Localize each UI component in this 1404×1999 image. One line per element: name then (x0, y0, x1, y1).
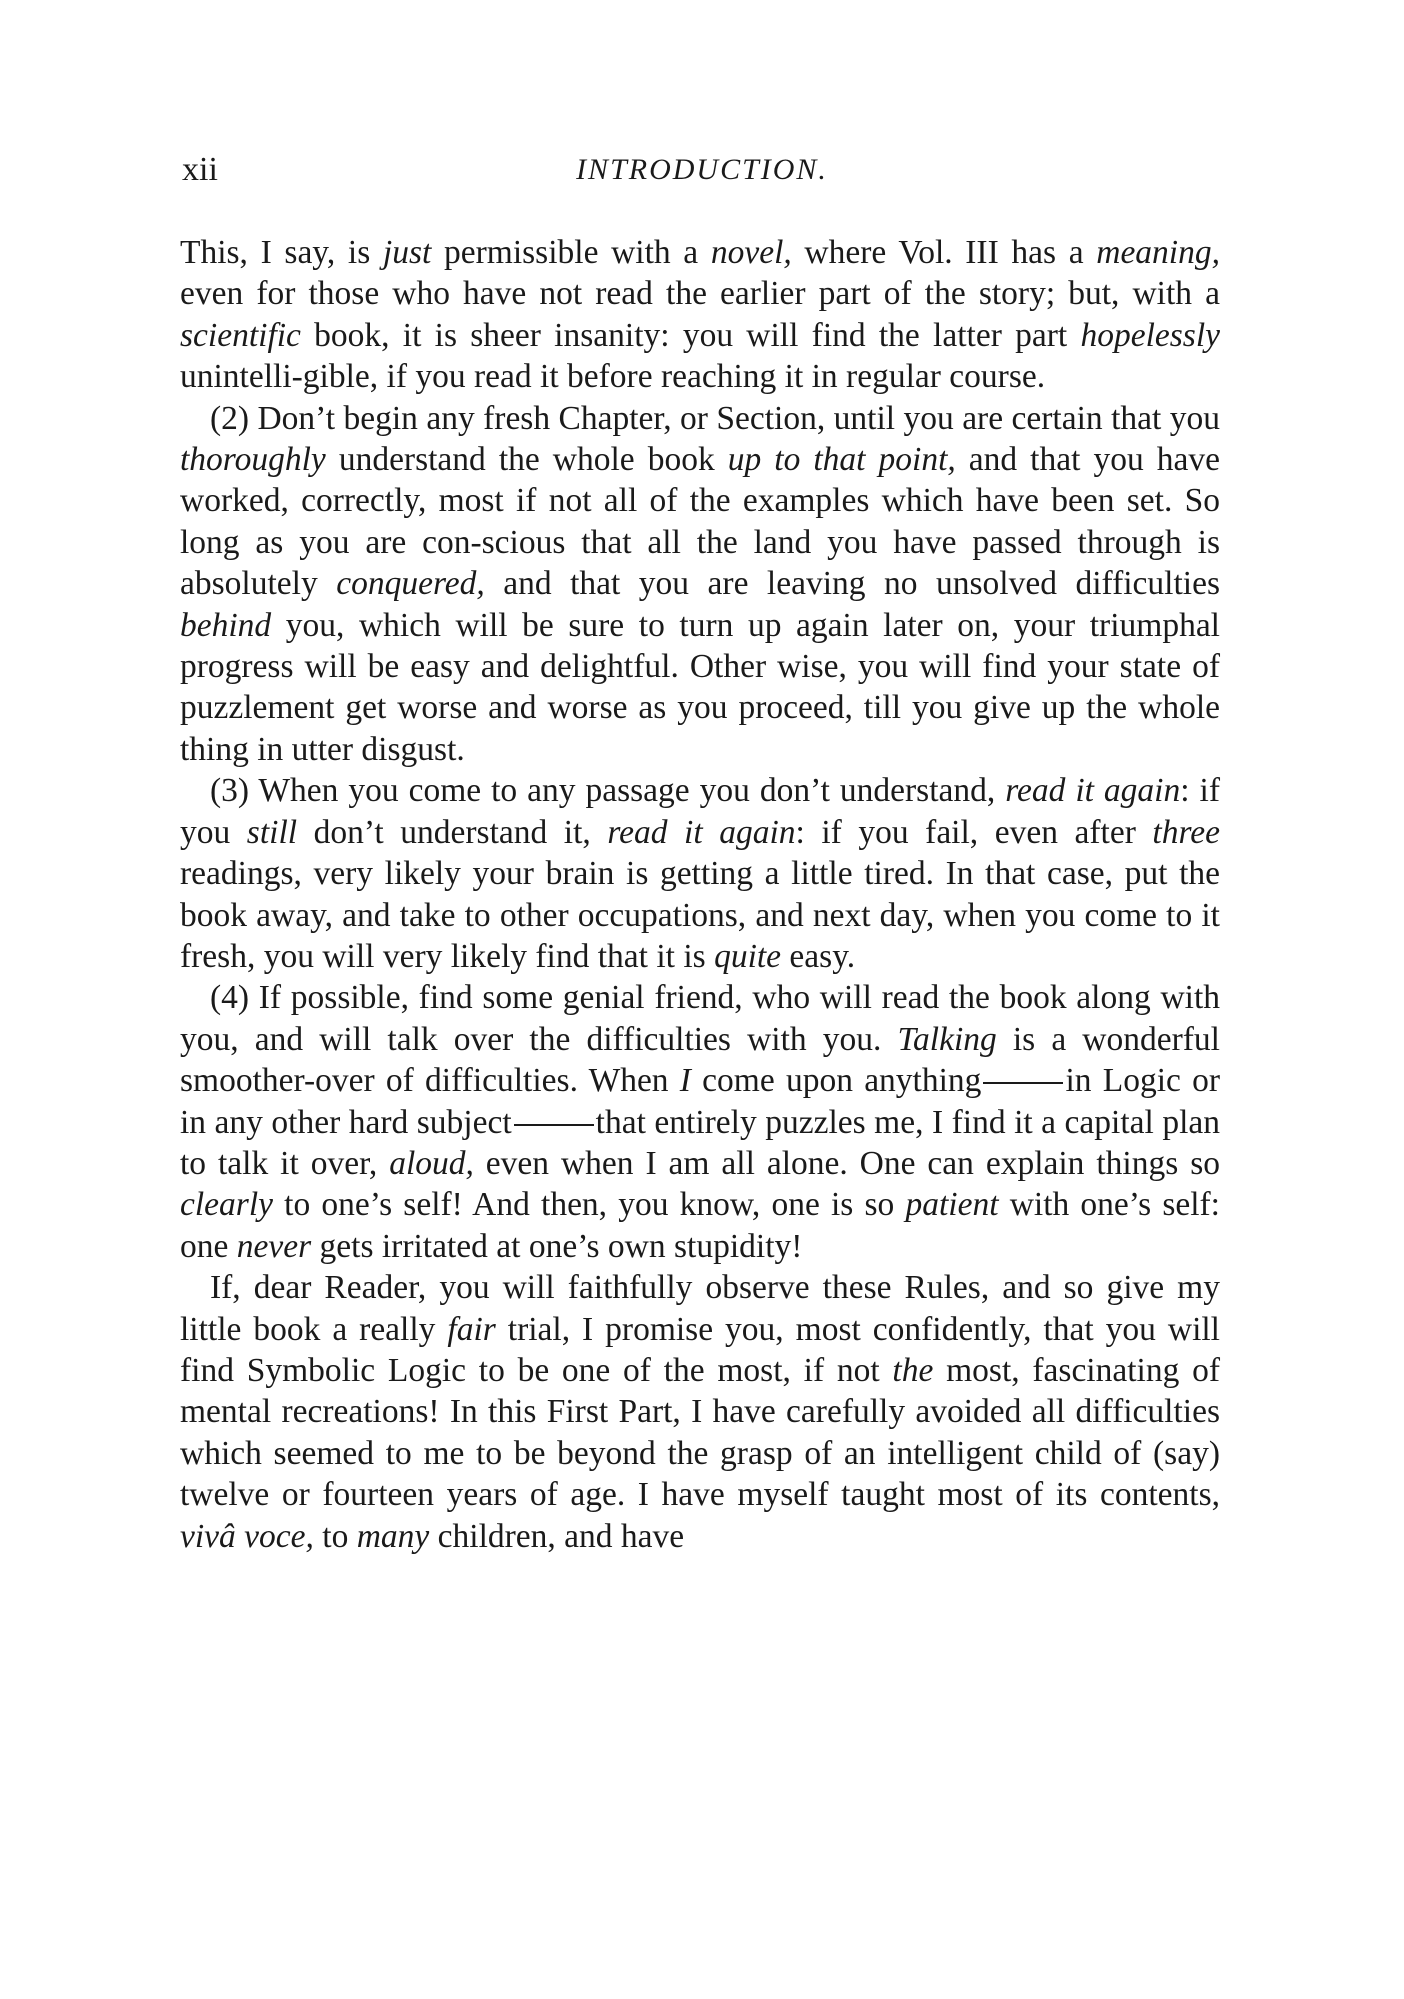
italic-text: just (382, 234, 432, 271)
italic-text: the (892, 1351, 934, 1389)
paragraph-rule-4 (180, 977, 1220, 1267)
text-run: in Logic or in any other hard subject (180, 1062, 1221, 1141)
text-run: easy. (781, 937, 856, 975)
italic-text: fair (447, 1310, 496, 1348)
italic-text: vivâ voce, (180, 1517, 314, 1555)
page-number: xii (182, 151, 218, 188)
text-run: unintelli-gible, if you read it before reaching it in regular course. (180, 358, 1046, 396)
text-run: with one’s self: one (180, 1186, 1220, 1265)
text-run: readings, very likely your brain is getting a little tired. In that case, put the book away, and take to other occupations, and next day, when you come to it fresh, you will very likely find that it is (180, 855, 1220, 975)
text-run: This, I say, is (180, 234, 383, 271)
italic-text: behind (180, 606, 272, 644)
text-run: (4) If possible, find some genial friend, who will read the book along with you, and will talk over the difficulties with you. (180, 979, 1220, 1058)
page-header (182, 150, 1222, 190)
text-run: to one’s self! And then, you know, one is so (273, 1186, 906, 1224)
em-dash-rule (983, 1082, 1063, 1084)
italic-text: up to that point, (727, 441, 956, 479)
italic-text: many (356, 1517, 430, 1555)
italic-text: I (679, 1062, 691, 1100)
text-run: that entirely puzzles me, I find it a capital plan to talk it over, (180, 1103, 1220, 1182)
text-run: even when I am all alone. One can explain things so (473, 1144, 1220, 1182)
text-run: gets irritated at one’s own stupidity! (311, 1227, 803, 1265)
text-run: If, dear Reader, you will faithfully observe these Rules, and so give my little book a really (180, 1269, 1220, 1348)
text-run: don’t understand it, (297, 813, 608, 851)
running-title: INTRODUCTION. (576, 153, 828, 186)
text-run: permissible with a (431, 234, 711, 271)
italic-text: never (236, 1227, 312, 1265)
text-run: (2) Don’t begin any fresh Chapter, or Section, until you are certain that you (210, 399, 1220, 437)
italic-text: meaning, (1096, 234, 1220, 271)
paragraph-continuation (180, 232, 1220, 398)
paragraph-rule-2 (180, 398, 1220, 771)
italic-text: read it again (607, 813, 796, 851)
text-run: even for those who have not read the earlier part of the story; but, with a (180, 275, 1220, 313)
italic-text: aloud, (389, 1144, 474, 1182)
text-run: and that you are leaving no unsolved difficulties (484, 565, 1220, 603)
text-run: and that you have worked, correctly, most if not all of the examples which have been set. So long as you are con-scious that all the land you have passed through is absolutely (180, 441, 1220, 603)
text-run: : if you (180, 772, 1220, 851)
text-run: children, and have (429, 1517, 685, 1555)
italic-text: patient (905, 1186, 999, 1224)
italic-text: read it again (1005, 772, 1181, 810)
text-run: understand the whole book (325, 441, 728, 479)
text-run: (3) When you come to any passage you don’t understand, (210, 772, 1006, 810)
text-run: trial, I promise you, most confidently, that you will find Symbolic Logic to be one of the most, if not (180, 1310, 1220, 1389)
italic-text: novel, (710, 234, 792, 271)
text-run: to (313, 1517, 357, 1555)
text-run: you, which will be sure to turn up again later on, your triumphal progress will be easy and delightful. Other wise, you will find your state of puzzlement get worse and worse as you proceed, till you give up the whole thing in utter disgust. (180, 606, 1220, 768)
italic-text: still (246, 813, 298, 851)
text-run: most, fascinating of mental recreations! In this First Part, I have carefully avoided all difficulties which seemed to me to be beyond the grasp of an intelligent child of (say) twelve or fourteen years of age. I have myself taught most of its contents, (180, 1351, 1221, 1514)
paragraph-rule-3 (180, 770, 1220, 977)
text-run: : if you fail, even after (795, 813, 1153, 851)
italic-text: quite (714, 937, 782, 975)
italic-text: Talking (897, 1020, 997, 1058)
italic-text: thoroughly (180, 441, 326, 479)
body-text (180, 232, 1220, 1557)
text-run: book, it is sheer insanity: you will find the latter part (300, 316, 1081, 354)
italic-text: three (1152, 813, 1220, 851)
italic-text: conquered, (336, 565, 485, 603)
paragraph-closing (180, 1267, 1220, 1557)
em-dash-rule (514, 1124, 594, 1126)
text-run: where Vol. III has a (791, 234, 1097, 271)
italic-text: scientific (180, 316, 301, 354)
text-run: is a wonderful smoother-over of difficulties. When (180, 1020, 1220, 1100)
text-run: come upon anything (690, 1062, 982, 1100)
italic-text: hopelessly (1080, 316, 1220, 354)
italic-text: clearly (180, 1186, 274, 1224)
